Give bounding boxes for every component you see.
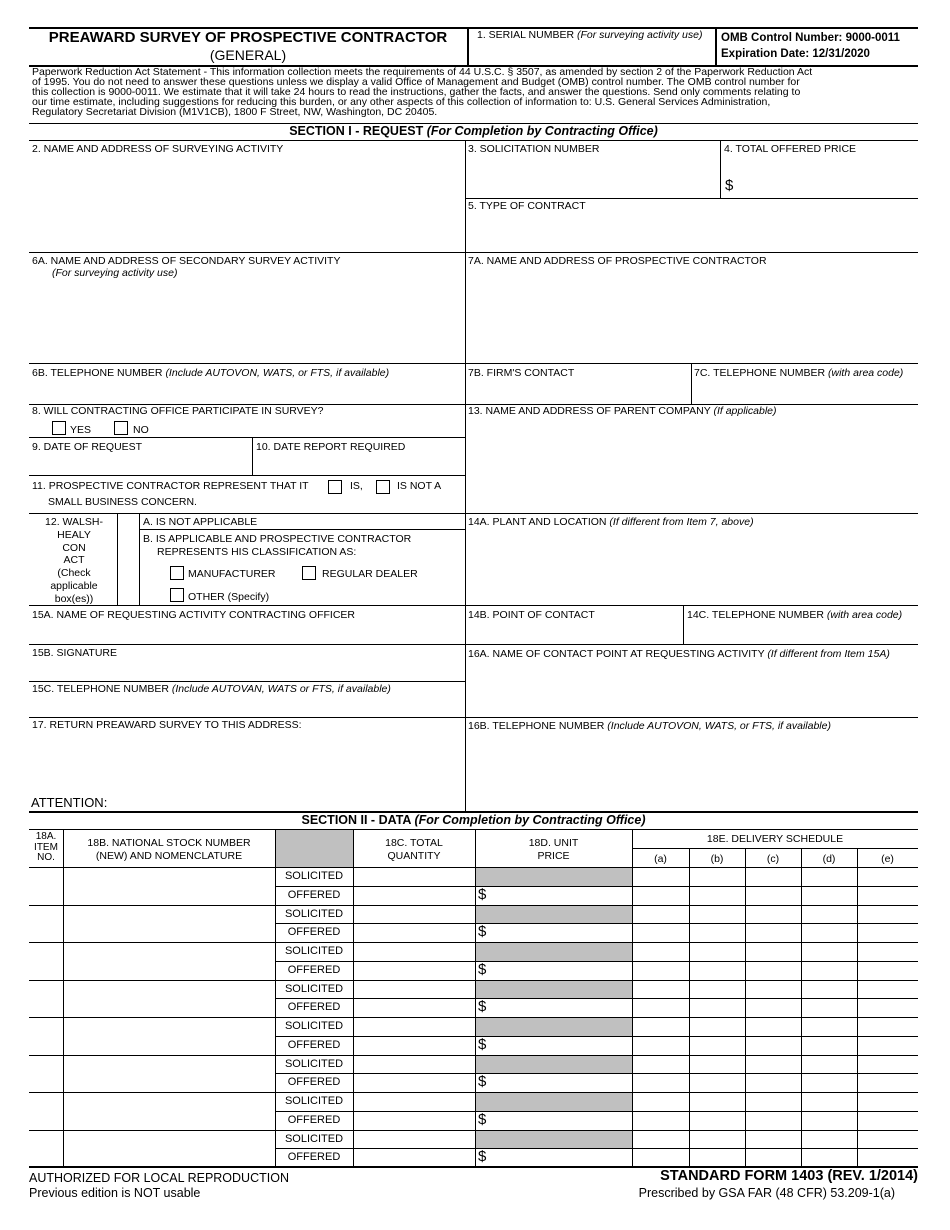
field-12b-applicable-line2: REPRESENTS HIS CLASSIFICATION AS:: [157, 546, 357, 558]
col-blank-header: [276, 830, 353, 867]
attention-label: ATTENTION:: [31, 795, 108, 810]
field-11-is-checkbox[interactable]: [328, 480, 342, 494]
row-solicited-label: SOLICITED: [284, 945, 344, 957]
row-offered-label: OFFERED: [287, 1114, 341, 1126]
field-12-regular-dealer-label: REGULAR DEALER: [322, 568, 418, 580]
field-14a-plant-and-location[interactable]: 14A. PLANT AND LOCATION (If different from Item 7, above): [468, 516, 754, 528]
field-15a-contracting-officer[interactable]: 15A. NAME OF REQUESTING ACTIVITY CONTRACTING OFFICER: [32, 609, 356, 621]
field-15c-telephone-number[interactable]: 15C. TELEPHONE NUMBER (Include AUTOVAN, WATS or FTS, if available): [32, 683, 391, 695]
field-3-solicitation-number[interactable]: 3. SOLICITATION NUMBER: [468, 143, 600, 155]
row-offered-label: OFFERED: [287, 1076, 341, 1088]
field-8-yes-label: YES: [70, 424, 92, 436]
section-2-title: SECTION II - DATA (For Completion by Contracting Office): [301, 813, 646, 827]
col-18e-sub-d: (d): [822, 853, 836, 865]
field-16b-telephone-number[interactable]: 16B. TELEPHONE NUMBER (Include AUTOVON, WATS, or FTS, if available): [468, 720, 831, 732]
field-13-parent-company[interactable]: 13. NAME AND ADDRESS OF PARENT COMPANY (If applicable): [468, 405, 777, 417]
row-solicited-label: SOLICITED: [284, 983, 344, 995]
unit-price-dollar-sign[interactable]: $: [478, 886, 487, 903]
field-8-no-checkbox[interactable]: [114, 421, 128, 435]
col-18e-sub-a: (a): [654, 853, 667, 865]
unit-price-dollar-sign[interactable]: $: [478, 1148, 487, 1165]
field-7c-telephone-number[interactable]: 7C. TELEPHONE NUMBER (with area code): [694, 367, 904, 379]
form-subtitle: (GENERAL): [209, 47, 287, 63]
unit-price-dollar-sign[interactable]: $: [478, 1073, 487, 1090]
field-12-walsh-healy-act: 12. WALSH- HEALY CON ACT (Check applicable box(es)): [45, 516, 103, 605]
unit-price-dollar-sign[interactable]: $: [478, 1111, 487, 1128]
unit-price-dollar-sign[interactable]: $: [478, 1036, 487, 1053]
field-11-is-not-checkbox[interactable]: [376, 480, 390, 494]
field-6a-note: (For surveying activity use): [52, 267, 178, 279]
field-11-is-not-label: IS NOT A: [397, 480, 442, 492]
unit-price-dollar-sign[interactable]: $: [478, 998, 487, 1015]
col-18e-delivery-schedule: 18E. DELIVERY SCHEDULE: [706, 833, 844, 845]
field-14c-telephone-number[interactable]: 14C. TELEPHONE NUMBER (with area code): [687, 609, 903, 621]
field-12-regular-dealer-checkbox[interactable]: [302, 566, 316, 580]
row-offered-label: OFFERED: [287, 1001, 341, 1013]
field-11-is-label: IS,: [350, 480, 363, 492]
unit-price-shaded-cell: [476, 943, 632, 961]
field-10-date-report-required[interactable]: 10. DATE REPORT REQUIRED: [256, 441, 406, 453]
field-12-other-checkbox[interactable]: [170, 588, 184, 602]
paperwork-reduction-statement: Paperwork Reduction Act Statement - This information collection meets the requirements of 44 U.S.C. § 3507, as amended by section 2 of the Paperwork Reduction Act of 1995. You do not need to answer these questions unless we display a valid Office of Management and Budget (OMB) control number. The OMB control number for this collection is 9000-0011. We estimate that it will take 24 hours to read the instructions, gather the facts, and answer the questions. Send only comments relating to our time estimate, including suggestions for reducing this burden, or any other aspects of this collection of information to: U.S. General Services Administration, Regulatory Secretariat Division (M1V1CB), 1800 F Street, NW, Washington, DC 20405.: [32, 66, 813, 118]
col-18d-unit-price: 18D. UNIT PRICE: [528, 837, 579, 862]
section-1-title: SECTION I - REQUEST (For Completion by Contracting Office): [289, 124, 658, 138]
field-12-manufacturer-label: MANUFACTURER: [188, 568, 276, 580]
field-12a-not-applicable[interactable]: A. IS NOT APPLICABLE: [143, 516, 258, 528]
row-solicited-label: SOLICITED: [284, 1095, 344, 1107]
field-4-total-offered-price[interactable]: 4. TOTAL OFFERED PRICE: [724, 143, 857, 155]
row-offered-label: OFFERED: [287, 964, 341, 976]
unit-price-shaded-cell: [476, 981, 632, 999]
unit-price-dollar-sign[interactable]: $: [478, 923, 487, 940]
col-18e-sub-e: (e): [881, 853, 894, 865]
field-12-manufacturer-checkbox[interactable]: [170, 566, 184, 580]
field-7a-prospective-contractor[interactable]: 7A. NAME AND ADDRESS OF PROSPECTIVE CONTRACTOR: [468, 255, 767, 267]
field-7b-firms-contact[interactable]: 7B. FIRM'S CONTACT: [468, 367, 575, 379]
field-15b-signature[interactable]: 15B. SIGNATURE: [32, 647, 117, 659]
row-solicited-label: SOLICITED: [284, 1020, 344, 1032]
field-6b-telephone-number[interactable]: 6B. TELEPHONE NUMBER (Include AUTOVON, WATS, or FTS, if available): [32, 367, 390, 379]
field-4-dollar-sign: $: [725, 177, 734, 194]
field-8-no-label: NO: [133, 424, 149, 436]
field-9-date-of-request[interactable]: 9. DATE OF REQUEST: [32, 441, 143, 453]
footer-previous-edition: Previous edition is NOT usable: [29, 1186, 201, 1200]
row-solicited-label: SOLICITED: [284, 870, 344, 882]
field-12-other-label: OTHER (Specify): [188, 591, 270, 603]
field-11-line2: SMALL BUSINESS CONCERN.: [48, 496, 197, 508]
footer-local-reproduction: AUTHORIZED FOR LOCAL REPRODUCTION: [29, 1171, 289, 1185]
field-17-return-address[interactable]: 17. RETURN PREAWARD SURVEY TO THIS ADDRESS:: [32, 719, 302, 731]
omb-control-number: OMB Control Number: 9000-0011: [721, 32, 900, 44]
field-8-participate-in-survey: 8. WILL CONTRACTING OFFICE PARTICIPATE IN SURVEY?: [32, 405, 324, 417]
row-offered-label: OFFERED: [287, 1039, 341, 1051]
field-14b-point-of-contact[interactable]: 14B. POINT OF CONTACT: [468, 609, 595, 621]
col-18e-sub-b: (b): [710, 853, 724, 865]
form-title: PREAWARD SURVEY OF PROSPECTIVE CONTRACTOR: [48, 29, 448, 46]
unit-price-shaded-cell: [476, 1093, 632, 1111]
field-12b-applicable: B. IS APPLICABLE AND PROSPECTIVE CONTRACTOR: [143, 533, 412, 545]
field-16a-contact-point[interactable]: 16A. NAME OF CONTACT POINT AT REQUESTING ACTIVITY (If different from Item 15A): [468, 648, 890, 660]
col-18b-stock-number: 18B. NATIONAL STOCK NUMBER (NEW) AND NOMENCLATURE: [87, 837, 251, 862]
unit-price-dollar-sign[interactable]: $: [478, 961, 487, 978]
row-solicited-label: SOLICITED: [284, 1133, 344, 1145]
unit-price-shaded-cell: [476, 1056, 632, 1074]
footer-form-number: STANDARD FORM 1403 (REV. 1/2014): [660, 1168, 918, 1184]
col-18e-sub-c: (c): [766, 853, 780, 865]
unit-price-shaded-cell: [476, 868, 632, 886]
col-18c-total-quantity: 18C. TOTAL QUANTITY: [385, 837, 443, 862]
unit-price-shaded-cell: [476, 1018, 632, 1036]
row-offered-label: OFFERED: [287, 889, 341, 901]
field-5-type-of-contract[interactable]: 5. TYPE OF CONTRACT: [468, 200, 586, 212]
serial-number-label: 1. SERIAL NUMBER (For surveying activity use): [477, 29, 703, 41]
row-solicited-label: SOLICITED: [284, 908, 344, 920]
field-11-small-business: 11. PROSPECTIVE CONTRACTOR REPRESENT THAT IT: [32, 480, 309, 492]
omb-expiration-date: Expiration Date: 12/31/2020: [721, 48, 870, 60]
row-solicited-label: SOLICITED: [284, 1058, 344, 1070]
row-offered-label: OFFERED: [287, 926, 341, 938]
unit-price-shaded-cell: [476, 906, 632, 924]
row-offered-label: OFFERED: [287, 1151, 341, 1163]
field-8-yes-checkbox[interactable]: [52, 421, 66, 435]
footer-prescribed-by: Prescribed by GSA FAR (48 CFR) 53.209-1(a): [638, 1186, 895, 1200]
field-2-surveying-activity[interactable]: 2. NAME AND ADDRESS OF SURVEYING ACTIVITY: [32, 143, 284, 155]
unit-price-shaded-cell: [476, 1131, 632, 1149]
col-18a-item-no: 18A. ITEM NO.: [34, 831, 58, 863]
field-6a-secondary-survey-activity[interactable]: 6A. NAME AND ADDRESS OF SECONDARY SURVEY ACTIVITY: [32, 255, 341, 267]
